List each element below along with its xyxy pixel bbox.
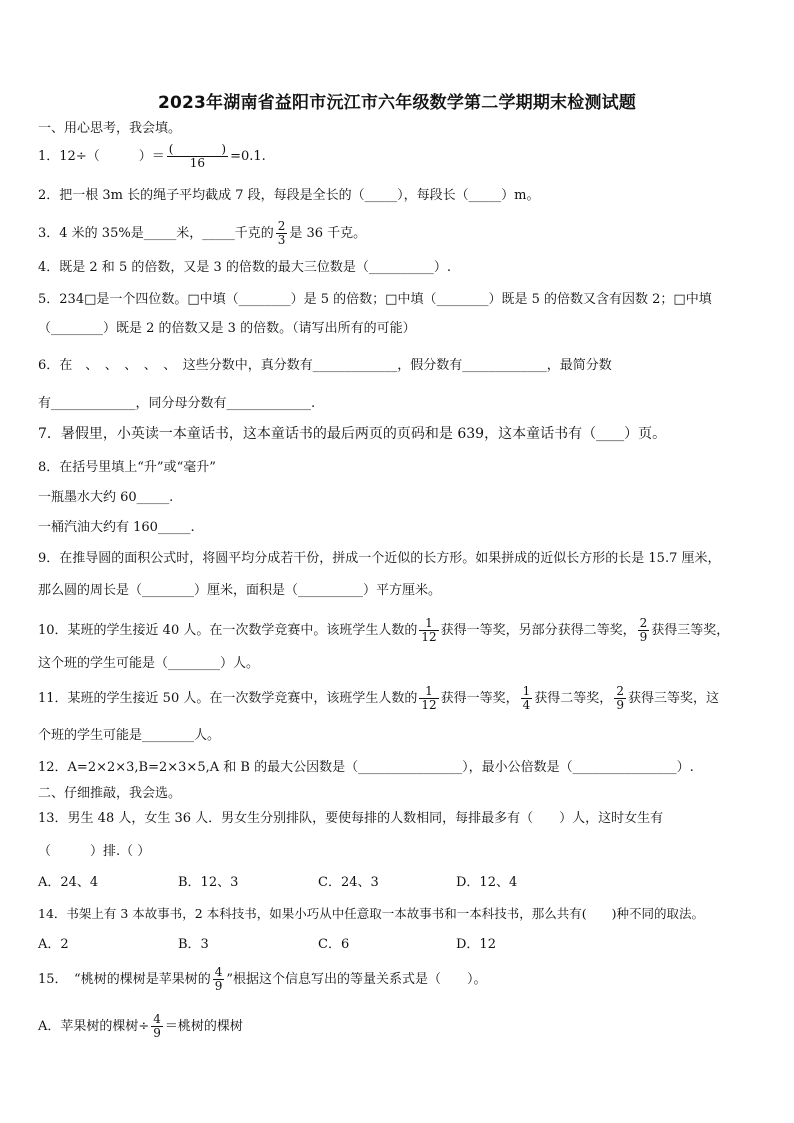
question-5-line-1: 5．234□是一个四位数。□中填（________）是 5 的倍数；□中填（________）既是 5 的倍数又含有因数 2；□中填	[38, 292, 712, 307]
q15a-denominator: 9	[153, 1026, 161, 1040]
section-1-heading: 一、用心思考，我会填。	[38, 121, 182, 136]
question-2: 2．把一根 3m 长的绳子平均截成 7 段，每段是全长的（_____），每段长（_____）m。	[38, 188, 540, 203]
q11-m2: 获得二等奖，	[534, 691, 613, 706]
question-14-options	[38, 936, 756, 954]
q15-post: ”根据这个信息写出的等量关系式是（ ）。	[226, 972, 487, 987]
q1-numerator: ( )	[168, 142, 227, 156]
q11-fraction-2-den: 4	[522, 698, 531, 712]
question-8-item-b: 一桶汽油大约有 160_____.	[38, 520, 195, 535]
q11-fraction-3-num: 2	[616, 684, 624, 698]
q13-option-a[interactable]: A．24、4	[38, 875, 99, 890]
question-12: 12．A=2×2×3,B=2×3×5,A 和 B 的最大公因数是（________________），最小公倍数是（________________）.	[38, 760, 694, 775]
q10-fraction-2-den: 9	[639, 630, 648, 644]
q3-fraction	[276, 220, 288, 247]
question-6-line-1: 6．在 、 、 、 、 、 这些分数中，真分数有_____________，假分数有_____________，最简分数	[38, 358, 612, 373]
question-10	[38, 617, 756, 644]
question-6-line-2: 有_____________，同分母分数有_____________.	[38, 396, 316, 411]
question-4: 4．既是 2 和 5 的倍数，又是 3 的倍数的最大三位数是（__________）.	[38, 260, 452, 275]
q11-fraction-1-den: 12	[421, 698, 437, 712]
q11-fraction-2-num: 1	[522, 684, 531, 698]
q11-fraction-2	[521, 685, 533, 712]
q13-option-b[interactable]: B．12、3	[178, 875, 239, 890]
question-8-item-a: 一瓶墨水大约 60_____.	[38, 490, 174, 505]
q14-option-c[interactable]: C．6	[318, 937, 350, 952]
q10-pre: 10．某班的学生接近 40 人。在一次数学竞赛中。该班学生人数的	[38, 623, 418, 638]
q11-fraction-3	[614, 685, 626, 712]
q15-fraction	[213, 966, 225, 993]
question-1	[38, 143, 756, 170]
question-14: 14．书架上有 3 本故事书，2 本科技书，如果小巧从中任意取一本故事书和一本科技书，那么共有( )种不同的取法。	[38, 906, 704, 921]
question-15	[38, 966, 756, 993]
q10-fraction-1	[419, 617, 438, 644]
q11-fraction-1	[419, 685, 438, 712]
q1-pre: 1．12÷（ ）＝	[38, 149, 165, 164]
question-9-line-2: 那么圆的周长是（________）厘米，面积是（__________）平方厘米。	[38, 583, 442, 598]
q15-denominator: 9	[214, 979, 223, 993]
q15a-post: ＝桃树的棵树	[164, 1019, 243, 1034]
q13-option-c[interactable]: C．24、3	[318, 875, 379, 890]
q1-denominator: 16	[189, 156, 206, 170]
q3-pre: 3．4 米的 35%是_____米，_____千克的	[38, 226, 274, 241]
q10-mid: 获得一等奖，另部分获得二等奖，	[440, 623, 636, 638]
question-7: 7．暑假里，小英读一本童话书，这本童话书的最后两页的页码和是 639，这本童话书有（____）页。	[38, 426, 667, 442]
question-10-line-2: 这个班的学生可能是（________）人。	[38, 656, 260, 671]
q3-numerator: 2	[277, 219, 286, 233]
q14-option-d[interactable]: D．12	[456, 937, 496, 952]
section-2-heading: 二、仔细推敲，我会选。	[38, 786, 182, 801]
q3-post: 是 36 千克。	[289, 226, 367, 241]
q15-numerator: 4	[214, 965, 223, 979]
question-11	[38, 685, 756, 712]
q1-fraction	[167, 143, 228, 170]
q15a-pre: A．苹果树的棵树÷	[38, 1019, 150, 1034]
q10-fraction-1-den: 12	[421, 630, 437, 644]
question-13-line-2: （ ）排.（ ）	[38, 844, 151, 859]
question-8: 8．在括号里填上“升”或“毫升”	[38, 460, 216, 475]
q13-option-d[interactable]: D．12、4	[456, 875, 518, 890]
q11-fraction-1-num: 1	[419, 685, 438, 699]
q1-post: =0.1.	[230, 149, 266, 164]
question-15-option-a[interactable]	[38, 1013, 756, 1040]
q10-fraction-2-num: 2	[639, 616, 648, 630]
q15a-numerator: 4	[153, 1012, 161, 1026]
q14-option-a[interactable]: A．2	[38, 937, 69, 952]
q10-post: 获得三等奖，	[651, 623, 730, 638]
question-3	[38, 220, 756, 247]
q14-option-b[interactable]: B．3	[178, 937, 209, 952]
q11-m1: 获得一等奖，	[440, 691, 519, 706]
q15-pre: 15． “桃树的棵树是苹果树的	[38, 972, 211, 987]
question-13-line-1: 13．男生 48 人，女生 36 人．男女生分别排队，要使每排的人数相同，每排最多有（ ）人，这时女生有	[38, 811, 664, 826]
q10-fraction-1-num: 1	[419, 617, 438, 631]
q11-post: 获得三等奖，这	[627, 691, 719, 706]
question-5-line-2: （________）既是 2 的倍数又是 3 的倍数。（请写出所有的可能）	[38, 321, 416, 336]
q10-fraction-2	[638, 617, 650, 644]
q3-denominator: 3	[277, 233, 286, 247]
q11-fraction-3-den: 9	[616, 698, 624, 712]
page-title: 2023年湖南省益阳市沅江市六年级数学第二学期期末检测试题	[157, 93, 637, 113]
question-11-line-2: 个班的学生可能是________人。	[38, 728, 221, 743]
q15a-fraction	[151, 1013, 163, 1040]
question-13-options	[38, 874, 756, 892]
question-9-line-1: 9．在推导圆的面积公式时，将圆平均分成若干份，拼成一个近似的长方形。如果拼成的近似长方形的长是 15.7 厘米，	[38, 551, 721, 566]
q11-pre: 11．某班的学生接近 50 人。在一次数学竞赛中，该班学生人数的	[38, 691, 418, 706]
